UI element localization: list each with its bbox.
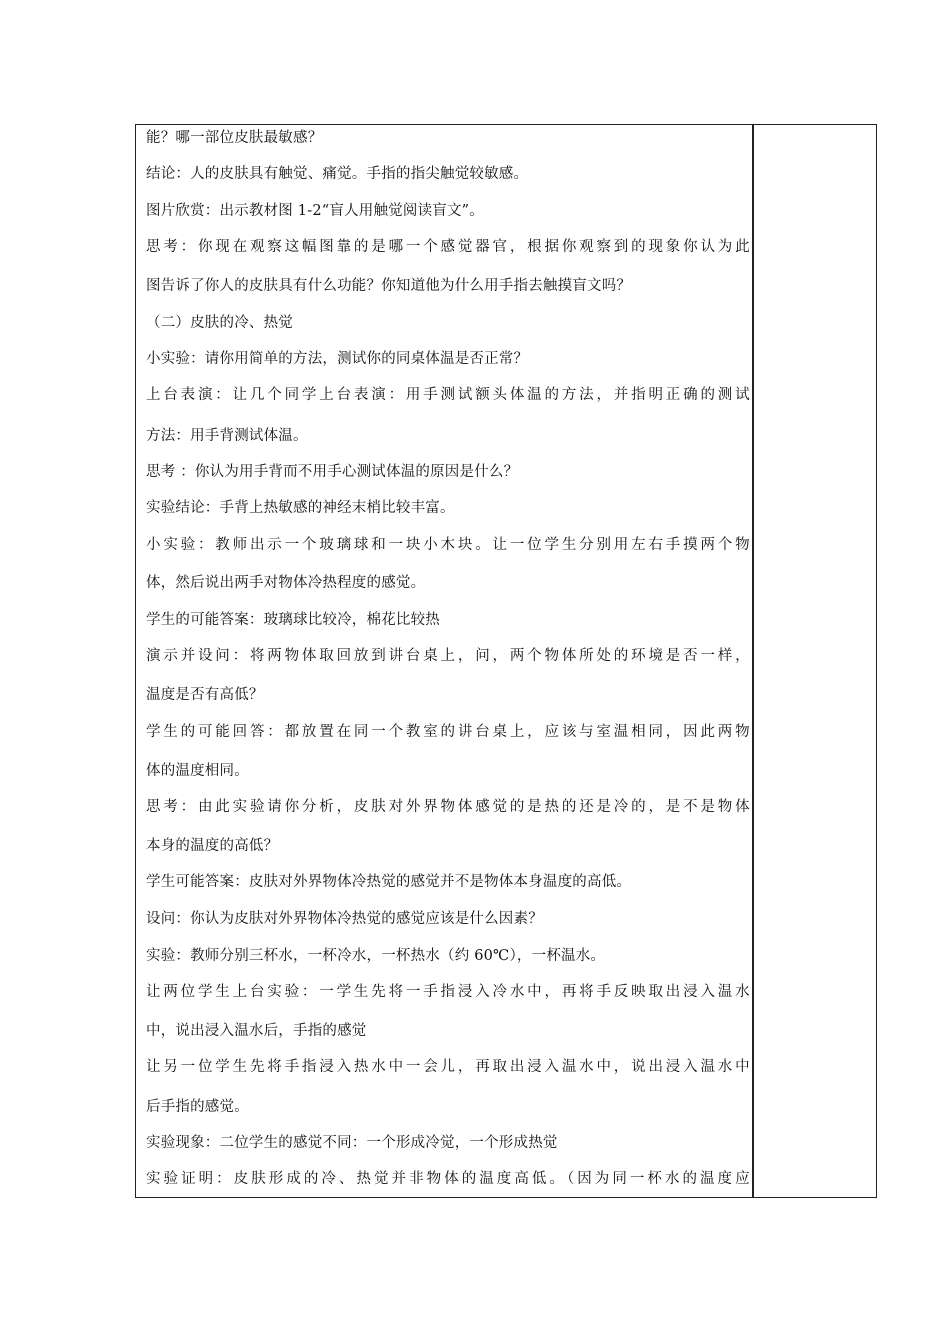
text-line: 图告诉了你人的皮肤具有什么功能？你知道他为什么用手指去触摸盲文吗？ [146, 278, 632, 294]
text-line: 方法：用手背测试体温。 [146, 428, 308, 444]
text-line: 体，然后说出两手对物体冷热程度的感觉。 [146, 575, 426, 591]
text-line: 让另一位学生先将手指浸入热水中一会儿，再取出浸入温水中，说出浸入温水中 [146, 1059, 750, 1075]
text-line: 让两位学生上台实验：一学生先将一手指浸入冷水中，再将手反映取出浸入温水 [146, 984, 750, 1000]
text-line: 图片欣赏：出示教材图 1-2“盲人用触觉阅读盲文”。 [146, 203, 484, 219]
text-line: 思考：你现在观察这幅图靠的是哪一个感觉器官，根据你观察到的现象你认为此 [146, 239, 750, 255]
text-line: 实验证明：皮肤形成的冷、热觉并非物体的温度高低。（因为同一杯水的温度应 [146, 1171, 750, 1187]
text-line: 实验现象：二位学生的感觉不同：一个形成冷觉，一个形成热觉 [146, 1135, 558, 1151]
text-line: 上台表演：让几个同学上台表演：用手测试额头体温的方法，并指明正确的测试 [146, 387, 750, 403]
section-heading: （二）皮肤的冷、热觉 [146, 315, 293, 331]
text-line: 中，说出浸入温水后，手指的感觉 [146, 1023, 367, 1039]
text-line: 学生可能答案：皮肤对外界物体冷热觉的感觉并不是物体本身温度的高低。 [146, 874, 632, 890]
text-line: 小实验：请你用简单的方法，测试你的同桌体温是否正常？ [146, 351, 529, 367]
text-line: 思考：由此实验请你分析，皮肤对外界物体感觉的是热的还是冷的，是不是物体 [146, 799, 750, 815]
text-line: 演示并设问：将两物体取回放到讲台桌上，问，两个物体所处的环境是否一样， [146, 648, 750, 664]
lesson-content [146, 124, 750, 1196]
text-line: 实验：教师分别三杯水，一杯冷水，一杯热水（约 60℃），一杯温水。 [146, 948, 606, 964]
text-line: 本身的温度的高低？ [146, 838, 279, 854]
text-line: 后手指的感觉。 [146, 1099, 249, 1115]
text-line: 实验结论：手背上热敏感的神经末梢比较丰富。 [146, 500, 455, 516]
text-line: 温度是否有高低？ [146, 687, 264, 703]
text-line: 结论：人的皮肤具有触觉、痛觉。手指的指尖触觉较敏感。 [146, 166, 529, 182]
text-line: 学生的可能回答：都放置在同一个教室的讲台桌上，应该与室温相同，因此两物 [146, 724, 750, 740]
text-line: 小实验：教师出示一个玻璃球和一块小木块。让一位学生分别用左右手摸两个物 [146, 537, 750, 553]
text-line: 思考 ：你认为用手背而不用手心测试体温的原因是什么？ [146, 464, 519, 480]
text-line: 学生的可能答案：玻璃球比较冷，棉花比较热 [146, 612, 440, 628]
text-line: 设问：你认为皮肤对外界物体冷热觉的感觉应该是什么因素？ [146, 911, 543, 927]
text-line: 体的温度相同。 [146, 763, 249, 779]
text-line: 能？哪一部位皮肤最敏感？ [146, 130, 323, 146]
column-divider [752, 124, 754, 1198]
